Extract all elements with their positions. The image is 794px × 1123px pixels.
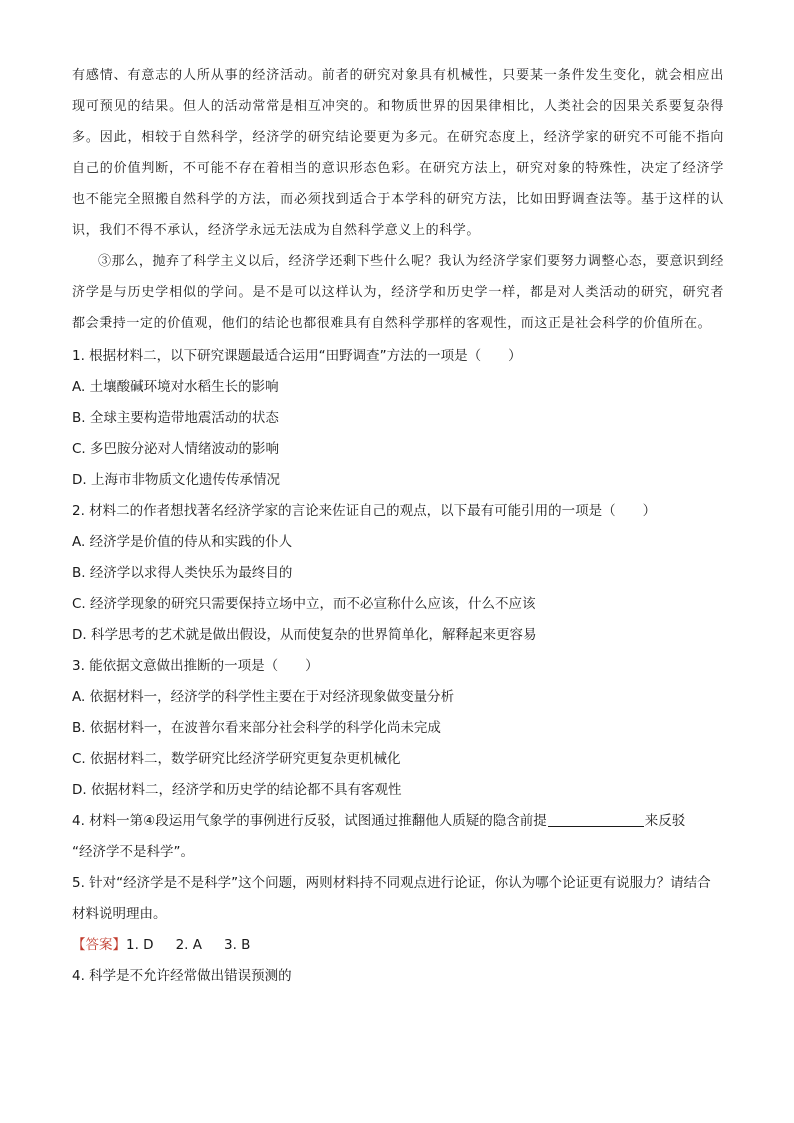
question-4 bbox=[72, 806, 724, 868]
option-c: C. 经济学现象的研究只需要保持立场中立，而不必宣称什么应该，什么不应该 bbox=[72, 596, 536, 612]
answer-blank[interactable] bbox=[548, 812, 644, 827]
answer-tag: 【答案】 bbox=[72, 937, 126, 953]
option-a: A. 土壤酸碱环境对水稻生长的影响 bbox=[72, 379, 279, 395]
question-3 bbox=[72, 651, 724, 806]
question-5 bbox=[72, 868, 724, 930]
option-a: A. 经济学是价值的侍从和实践的仆人 bbox=[72, 534, 293, 550]
answer-line bbox=[72, 930, 724, 961]
answer-2: 2. A bbox=[175, 937, 202, 953]
option-d: D. 上海市非物质文化遗传传承情况 bbox=[72, 472, 280, 488]
option-a: A. 依据材料一，经济学的科学性主要在于对经济现象做变量分析 bbox=[72, 689, 455, 705]
option-b: B. 全球主要构造带地震活动的状态 bbox=[72, 410, 279, 426]
question-stem: 3. 能依据文意做出推断的一项是（ ） bbox=[72, 658, 319, 674]
answer-4: 4. 科学是不允许经常做出错误预测的 bbox=[72, 968, 292, 984]
question-2 bbox=[72, 496, 724, 651]
option-d: D. 依据材料二，经济学和历史学的结论都不具有客观性 bbox=[72, 782, 402, 798]
question-4-text: 4. 材料一第④段运用气象学的事例进行反驳，试图通过推翻他人质疑的隐含前提 bbox=[72, 813, 547, 829]
option-d: D. 科学思考的艺术就是做出假设，从而使复杂的世界简单化，解释起来更容易 bbox=[72, 627, 537, 643]
passage-paragraph-2: ③那么，抛弃了科学主义以后，经济学还剩下些什么呢？我认为经济学家们要努力调整心态，要意识到经济学是与历史学相似的学问。是不是可以这样认为，经济学和历史学一样，都是对人类活动的研究，研究者都会秉持一定的价值观，他们的结论也都很难具有自然科学那样的客观性，而这正是社会科学的价值所在。 bbox=[72, 254, 724, 331]
option-b: B. 经济学以求得人类快乐为最终目的 bbox=[72, 565, 293, 581]
option-c: C. 依据材料二，数学研究比经济学研究更复杂更机械化 bbox=[72, 751, 401, 767]
option-b: B. 依据材料一，在波普尔看来部分社会科学的科学化尚未完成 bbox=[72, 720, 441, 736]
question-4-quote: “经济学不是科学”。 bbox=[72, 844, 194, 860]
answer-section bbox=[72, 930, 724, 992]
question-4-stem bbox=[72, 806, 724, 837]
question-5-stem: 5. 针对“经济学是不是科学”这个问题，两则材料持不同观点进行论证，你认为哪个论证更有说服力？请结合材料说明理由。 bbox=[72, 875, 711, 922]
question-4-text-cont: 来反驳 bbox=[644, 813, 686, 829]
question-stem: 1. 根据材料二，以下研究课题最适合运用“田野调查”方法的一项是（ ） bbox=[72, 348, 522, 364]
passage-paragraph-1: 有感情、有意志的人所从事的经济活动。前者的研究对象具有机械性，只要某一条件发生变化，就会相应出现可预见的结果。但人的活动常常是相互冲突的。和物质世界的因果律相比，人类社会的因果关系要复杂得多。因此，相较于自然科学，经济学的研究结论要更为多元。在研究态度上，经济学家的研究不可能不指向自己的价值判断，不可能不存在着相当的意识形态色彩。在研究方法上，研究对象的特殊性，决定了经济学也不能完全照搬自然科学的方法，而必须找到适合于本学科的研究方法，比如田野调查法等。基于这样的认识，我们不得不承认，经济学永远无法成为自然科学意义上的科学。 bbox=[72, 68, 724, 238]
document-page bbox=[72, 60, 724, 992]
option-c: C. 多巴胺分泌对人情绪波动的影响 bbox=[72, 441, 280, 457]
answer-3: 3. B bbox=[224, 937, 251, 953]
answer-1: 1. D bbox=[126, 937, 154, 953]
question-stem: 2. 材料二的作者想找著名经济学家的言论来佐证自己的观点，以下最有可能引用的一项是（ ） bbox=[72, 503, 657, 519]
question-list bbox=[72, 341, 724, 992]
question-1 bbox=[72, 341, 724, 496]
